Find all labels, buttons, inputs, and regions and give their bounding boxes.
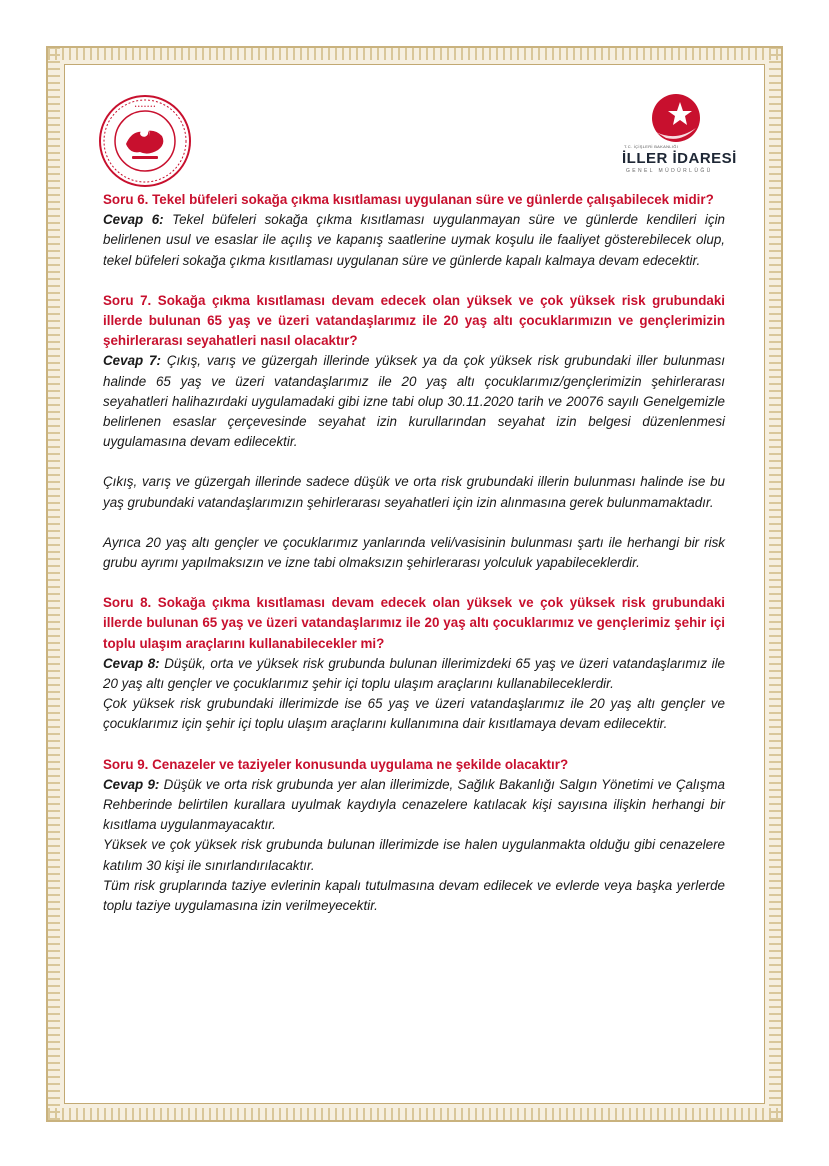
answer-9-paragraph-2: Yüksek ve çok yüksek risk grubunda bulunan illerimizde ise halen uygulanmakta olduğu gibi cenazelere katılım 30 kişi ile sınırlandırılacaktır. xyxy=(103,837,725,873)
faq-content xyxy=(103,190,725,916)
answer-9-text: Düşük ve orta risk grubunda yer alan illerimizde, Sağlık Bakanlığı Salgın Yönetimi ve Çalışma Rehberinde belirtilen kurallara uyulmak kaydıyla cenazelere katılacak kişi sayısına ilişkin herhangi bir kısıtlama uygulanmayacaktır. xyxy=(103,776,725,833)
logo-brand-text: İLLER İDARESİ xyxy=(622,150,737,167)
question-8: Soru 8. Sokağa çıkma kısıtlaması devam edecek olan yüksek ve çok yüksek risk grubundaki illerde bulunan 65 yaş ve üzeri vatandaşlarımız ile 20 yaş altı çocuklarımız ve gençlerimiz şehir içi toplu ulaşım araçlarını kullanabilecekler mi? xyxy=(103,595,725,651)
answer-6 xyxy=(103,210,725,271)
answer-7-label: Cevap 7: xyxy=(103,353,161,369)
answer-9 xyxy=(103,775,725,836)
iller-idaresi-logo xyxy=(610,92,737,184)
answer-8-text: Düşük, orta ve yüksek risk grubunda bulunan illerimizdeki 65 yaş ve üzeri vatandaşlarımız ile 20 yaş altı gençler ve çocuklarımız şehir içi toplu ulaşım araçlarını kullanabileceklerdir. xyxy=(103,655,725,692)
logo-ministry-text: T.C. İÇİŞLERİ BAKANLIĞI xyxy=(624,144,679,149)
answer-6-label: Cevap 6: xyxy=(103,212,164,228)
answer-8-paragraph-2: Çok yüksek risk grubundaki illerimizde ise 65 yaş ve üzeri vatandaşlarımız ile 20 yaş altı gençler ve çocuklarımız için şehir içi toplu ulaşım araçlarını kullanımına dair kısıtlamaya devam edilecektir. xyxy=(103,696,725,732)
question-7: Soru 7. Sokağa çıkma kısıtlaması devam edecek olan yüksek ve çok yüksek risk grubundaki illerde bulunan 65 yaş ve üzeri vatandaşlarımız ile 20 yaş altı çocuklarımızın ve gençlerimizin şehirlerarası seyahatleri nasıl olacaktır? xyxy=(103,292,725,349)
question-9: Soru 9. Cenazeler ve taziyeler konusunda uygulama ne şekilde olacaktır? xyxy=(103,756,569,772)
answer-7-paragraph-3: Ayrıca 20 yaş altı gençler ve çocuklarımız yanlarında veli/vasisinin bulunması şartı ile herhangi bir risk grubu ayrımı yapılmaksızın ve izne tabi olmaksızın şehirlerarası yolculuk yapabileceklerdir. xyxy=(103,534,725,571)
answer-9-paragraph-3: Tüm risk gruplarında taziye evlerinin kapalı tutulmasına devam edilecek ve evlerde veya başka yerlerde toplu taziye uygulamasına izin verilmeyecektir. xyxy=(103,877,725,914)
answer-7-paragraph-2: Çıkış, varış ve güzergah illerinde sadece düşük ve orta risk grubundaki illerin bulunması halinde ise bu yaş grubundaki vatandaşlarımızın şehirlerarası seyahatleri için izin alınmasına gerek bulunmamaktadır. xyxy=(103,474,725,510)
ministry-seal-logo xyxy=(98,94,192,188)
answer-7-text: Çıkış, varış ve güzergah illerinde yüksek ya da çok yüksek risk grubundaki iller bulunması halinde 65 yaş ve üzeri vatandaşlarımız ile 20 yaş altı çocuklarımız/gençlerimizin şehirlerarası seyahatleri halihazırdaki uygulamadaki gibi izne tabi olup 30.11.2020 tarih ve 20076 sayılı Genelgemizle belirlenen esaslar çerçevesinde seyahat izin kurullarından seyahat izin belgesi düzenlenmesi uygulamasına devam edilecektir. xyxy=(103,353,725,450)
answer-7 xyxy=(103,351,725,452)
answer-8 xyxy=(103,654,725,694)
logo-sub-text: GENEL MÜDÜRLÜĞÜ xyxy=(626,168,713,174)
answer-8-label: Cevap 8: xyxy=(103,655,160,671)
star-crescent-icon xyxy=(650,92,702,144)
question-6: Soru 6. Tekel büfeleri sokağa çıkma kısıtlaması uygulanan süre ve günlerde çalışabilecek midir? xyxy=(103,192,714,207)
answer-9-label: Cevap 9: xyxy=(103,776,160,792)
answer-6-text: Tekel büfeleri sokağa çıkma kısıtlaması uygulanmayan süre ve günlerde kendileri için belirlenen usul ve esaslar ile açılış ve kapanış saatlerine uymak koşulu ile faaliyet gösterebilecek olup, tekel büfeleri sokağa çıkma kısıtlaması uygulanan süre ve günlerde kapalı kalmaya devam edecektir. xyxy=(103,212,725,268)
svg-text:• • • • • • •: • • • • • • • xyxy=(134,104,156,110)
